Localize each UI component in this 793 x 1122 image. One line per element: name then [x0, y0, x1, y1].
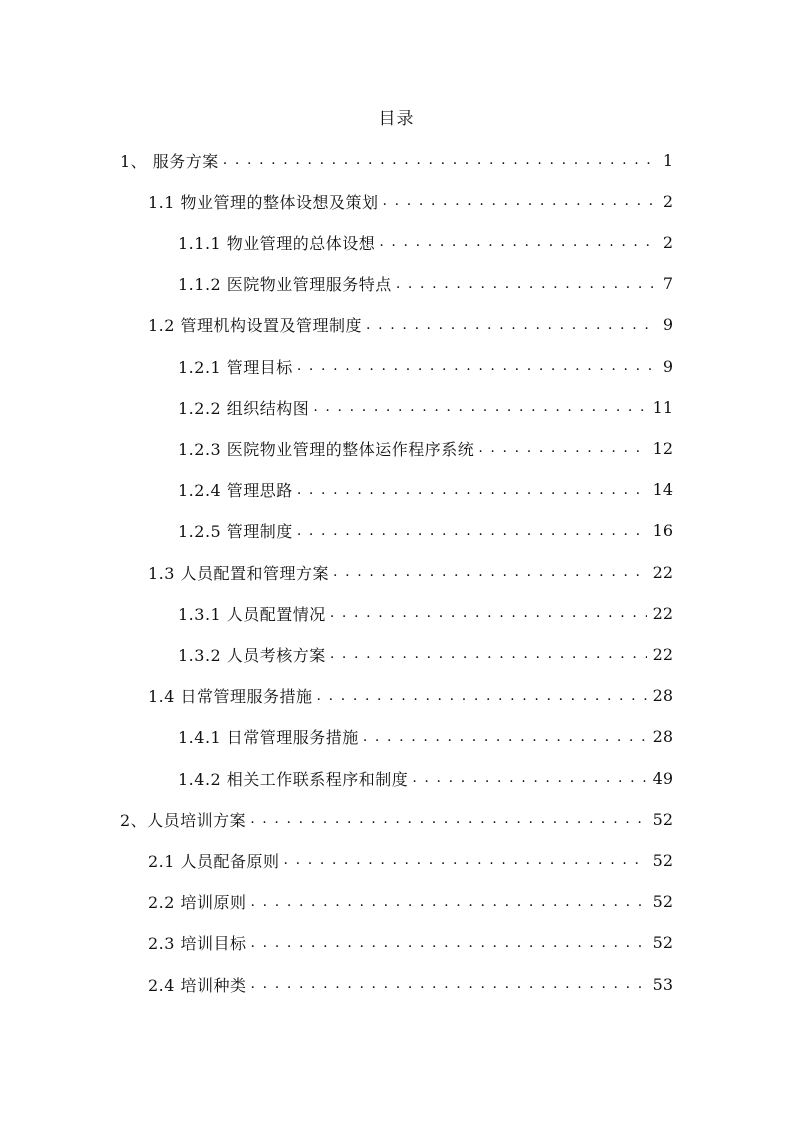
toc-entry-title: 1.3.2 人员考核方案 [178, 645, 326, 665]
toc-page-number: 49 [652, 768, 673, 788]
toc-entry-title: 1.3 人员配置和管理方案 [148, 563, 330, 583]
toc-entry-title: 1.1 物业管理的整体设想及策划 [148, 192, 379, 212]
toc-entry[interactable] [178, 717, 673, 757]
toc-entry-title: 1.1.1 物业管理的总体设想 [178, 233, 376, 253]
toc-entry[interactable] [178, 758, 673, 798]
toc-dot-leader [396, 264, 653, 304]
toc-page-number: 9 [662, 356, 673, 376]
toc-entry[interactable] [178, 222, 673, 262]
toc-entry-title: 2、人员培训方案 [120, 810, 247, 830]
toc-entry-title: 2.4 培训种类 [148, 975, 247, 995]
toc-page-number: 52 [652, 892, 673, 912]
toc-entry-title: 1.4.1 日常管理服务措施 [178, 728, 359, 748]
toc-entry[interactable] [148, 882, 673, 922]
toc-entry-title: 1.2 管理机构设置及管理制度 [148, 316, 363, 336]
toc-title: 目录 [378, 109, 415, 129]
toc-dot-leader [383, 181, 653, 221]
toc-page-number: 28 [652, 727, 673, 747]
toc-dot-leader [251, 923, 647, 963]
toc-page-number: 28 [652, 686, 673, 706]
toc-entry[interactable] [178, 634, 673, 674]
toc-page-number: 11 [652, 397, 673, 417]
toc-page-number: 16 [652, 521, 673, 541]
toc-dot-leader [297, 470, 647, 510]
toc-page-number: 12 [652, 438, 673, 458]
toc-entry-title: 1.1.2 医院物业管理服务特点 [178, 275, 392, 295]
toc-entry-title: 1.2.4 管理思路 [178, 481, 293, 501]
toc-page-number: 9 [662, 315, 673, 335]
toc-entry-title: 2.3 培训目标 [148, 934, 247, 954]
toc-entry-title: 1、 服务方案 [120, 151, 219, 171]
toc-entry[interactable] [178, 470, 673, 510]
toc-entry[interactable] [148, 305, 673, 345]
toc-page-number: 52 [652, 850, 673, 870]
toc-entry[interactable] [120, 799, 673, 839]
toc-page-number: 22 [652, 644, 673, 664]
toc-entry[interactable] [120, 140, 673, 180]
toc-page-number: 14 [652, 480, 673, 500]
toc-entry-title: 1.2.3 医院物业管理的整体运作程序系统 [178, 439, 475, 459]
toc-dot-leader [412, 758, 646, 798]
toc-entry-title: 1.4.2 相关工作联系程序和制度 [178, 769, 409, 789]
toc-dot-leader [251, 964, 647, 1004]
toc-entry[interactable] [148, 552, 673, 592]
toc-entry[interactable] [178, 387, 673, 427]
toc-dot-leader [313, 387, 646, 427]
toc-dot-leader [317, 676, 647, 716]
toc-entry[interactable] [178, 428, 673, 468]
toc-page-number: 1 [662, 150, 673, 170]
toc-dot-leader [330, 593, 647, 633]
toc-page-number: 53 [652, 974, 673, 994]
toc-entry[interactable] [178, 264, 673, 304]
toc-entry[interactable] [148, 923, 673, 963]
toc-entry[interactable] [178, 593, 673, 633]
toc-entry[interactable] [148, 840, 673, 880]
toc-entry-title: 2.2 培训原则 [148, 893, 247, 913]
toc-page-number: 22 [652, 562, 673, 582]
toc-dot-leader [297, 511, 647, 551]
toc-entry-title: 1.2.1 管理目标 [178, 357, 293, 377]
toc-dot-leader [366, 305, 653, 345]
toc-entry-title: 1.2.2 组织结构图 [178, 398, 310, 418]
toc-page-number: 2 [662, 232, 673, 252]
toc-dot-leader [251, 882, 647, 922]
toc-entry-title: 1.2.5 管理制度 [178, 522, 293, 542]
toc-dot-leader [250, 799, 646, 839]
toc-entry[interactable] [148, 676, 673, 716]
toc-entry[interactable] [148, 964, 673, 1004]
toc-dot-leader [330, 634, 647, 674]
toc-page-number: 22 [652, 603, 673, 623]
toc-entry-title: 1.4 日常管理服务措施 [148, 687, 313, 707]
toc-dot-leader [363, 717, 647, 757]
toc-page-number: 2 [662, 191, 673, 211]
toc-entry[interactable] [148, 181, 673, 221]
toc-entry[interactable] [178, 346, 673, 386]
toc-entry-title: 1.3.1 人员配置情况 [178, 604, 326, 624]
toc-entry-title: 2.1 人员配备原则 [148, 851, 280, 871]
toc-dot-leader [297, 346, 653, 386]
toc-page-number: 7 [662, 274, 673, 294]
toc-dot-leader [379, 222, 653, 262]
toc-dot-leader [284, 840, 647, 880]
toc-dot-leader [223, 140, 653, 180]
toc-dot-leader [333, 552, 647, 592]
toc-page-number: 52 [652, 809, 673, 829]
toc-entry[interactable] [178, 511, 673, 551]
toc-dot-leader [478, 428, 646, 468]
toc-page-number: 52 [652, 933, 673, 953]
